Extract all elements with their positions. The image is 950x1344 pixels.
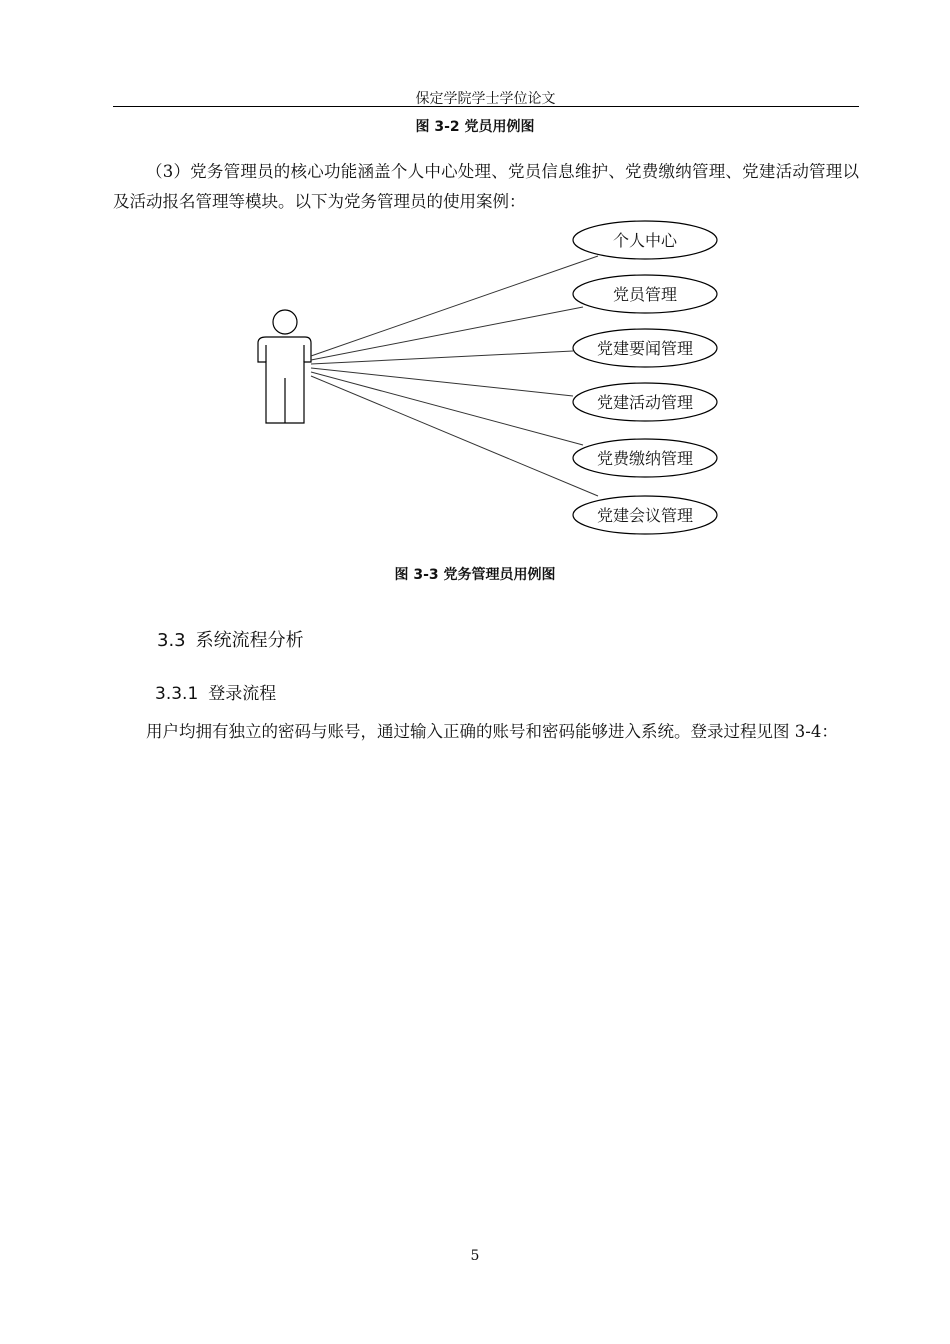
section-3-3-heading (157, 626, 304, 652)
use-case-label: 个人中心 (612, 231, 678, 250)
figure-3-2-caption: 图 3-2 党员用例图 (415, 119, 535, 135)
use-case-label: 党员管理 (612, 285, 678, 304)
page-header: 保定学院学士学位论文 (415, 91, 556, 107)
use-case-label: 党费缴纳管理 (596, 449, 694, 468)
section-number: 3.3 (157, 630, 186, 651)
use-case-label: 党建要闻管理 (596, 339, 694, 358)
use-case-label: 党建活动管理 (596, 393, 694, 412)
association-line (311, 256, 598, 356)
use-case-diagram (0, 0, 950, 560)
actor-icon (258, 310, 311, 423)
association-line (311, 351, 573, 364)
section-title: 系统流程分析 (195, 630, 304, 651)
figure-3-3-caption: 图 3-3 党务管理员用例图 (394, 567, 556, 583)
section-3-3-1-heading (155, 679, 276, 704)
association-line (311, 368, 573, 396)
paragraph-login-process: 用户均拥有独立的密码与账号，通过输入正确的账号和密码能够进入系统。登录过程见图 3-4： (146, 722, 838, 741)
section-number: 3.3.1 (155, 684, 199, 704)
association-lines (311, 256, 598, 496)
use-case-label: 党建会议管理 (596, 506, 694, 525)
section-title: 登录流程 (208, 684, 277, 704)
paragraph-admin-functions: （3）党务管理员的核心功能涵盖个人中心处理、党员信息维护、党费缴纳管理、党建活动管理以及活动报名管理等模块。以下为党务管理员的使用案例： (113, 162, 859, 211)
page-number: 5 (470, 1248, 480, 1264)
